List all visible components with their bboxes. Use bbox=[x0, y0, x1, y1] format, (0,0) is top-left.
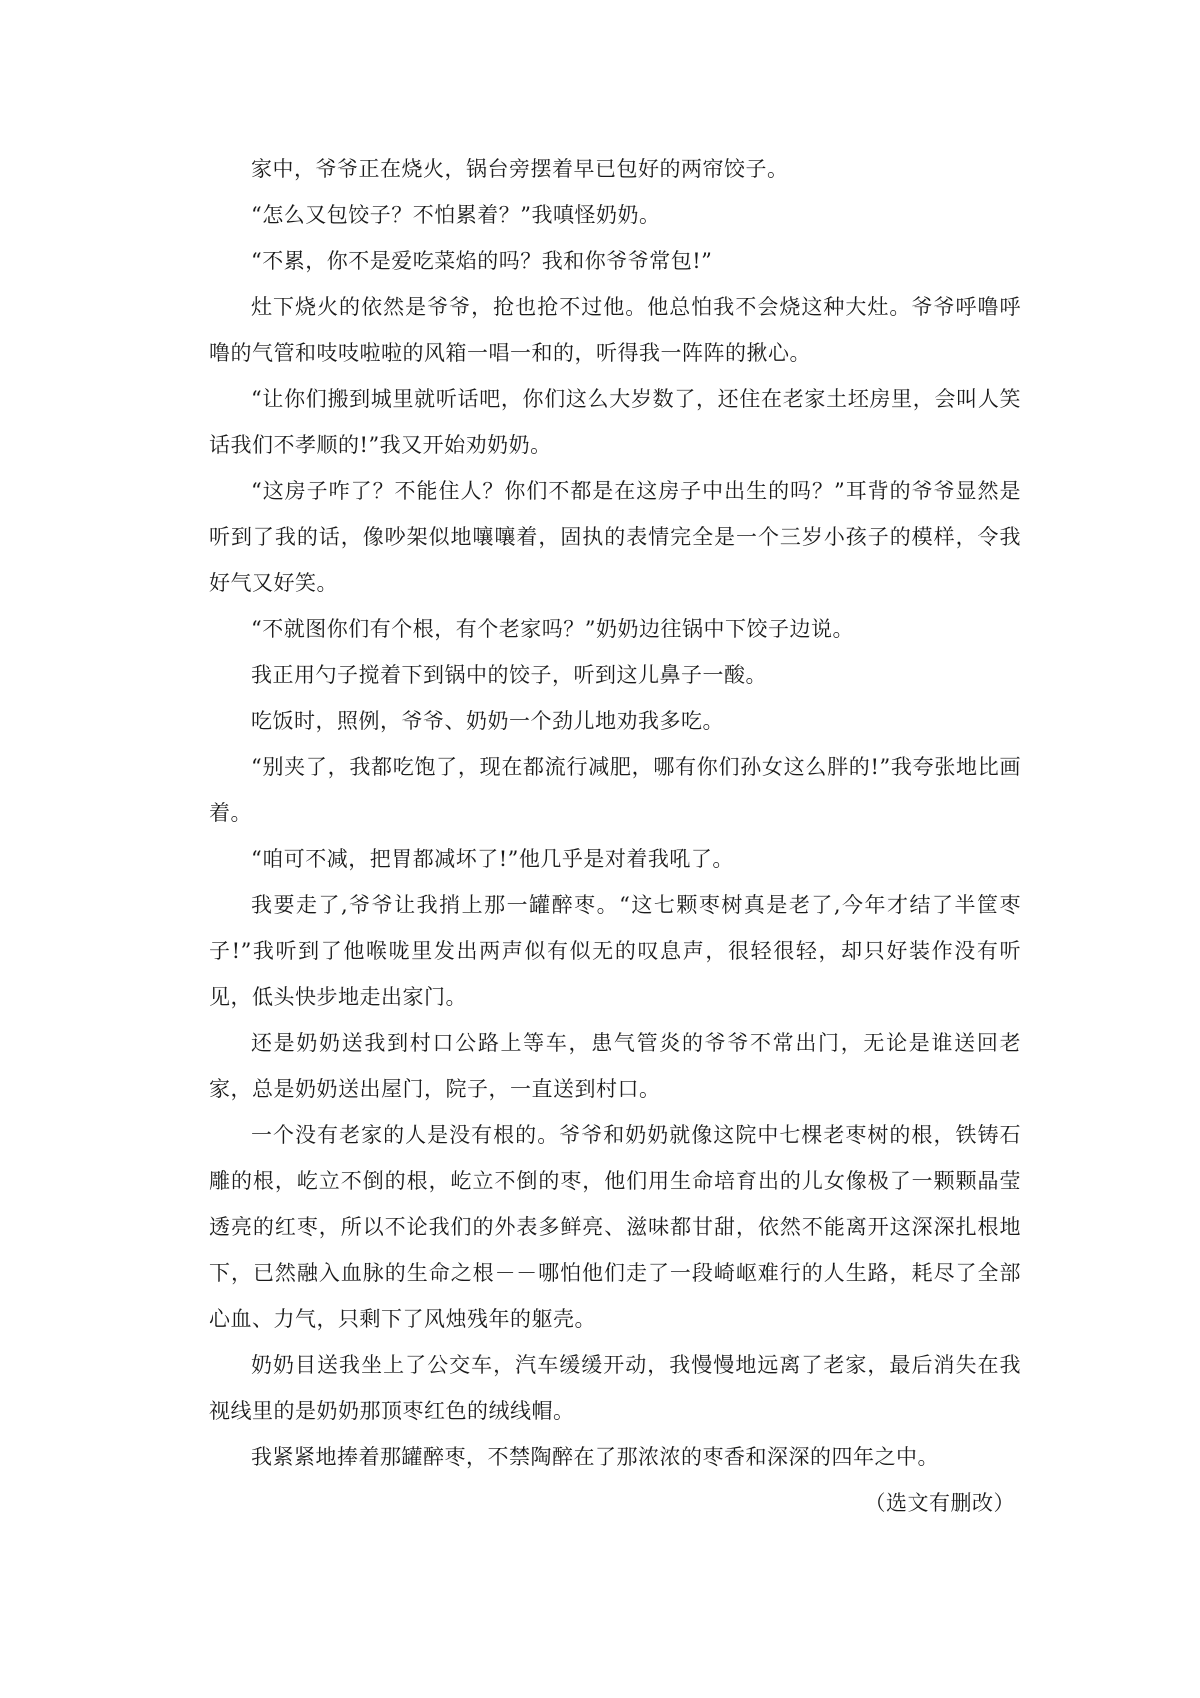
paragraph: “怎么又包饺子？不怕累着？”我嗔怪奶奶。 bbox=[251, 203, 661, 227]
paragraph: “这房子咋了？不能住人？你们不都是在这房子中出生的吗？”耳背的爷爷显然是听到了我的话，像吵架似地嚷嚷着，固执的表情完全是一个三岁小孩子的模样，令我好气又好笑。 bbox=[209, 479, 1021, 595]
paragraph: “不就图你们有个根，有个老家吗？”奶奶边往锅中下饺子边说。 bbox=[251, 617, 854, 641]
paragraph: “咱可不减，把胃都减坏了!”他几乎是对着我吼了。 bbox=[251, 847, 734, 871]
paragraph: 一个没有老家的人是没有根的。爷爷和奶奶就像这院中七棵老枣树的根，铁铸石雕的根，屹立不倒的根，屹立不倒的枣，他们用生命培育出的儿女像极了一颗颗晶莹透亮的红枣，所以不论我们的外表多鲜亮、滋味都甘甜，依然不能离开这深深扎根地下，已然融入血脉的生命之根－－哪怕他们走了一段崎岖难行的人生路，耗尽了全部心血、力气，只剩下了风烛残年的躯壳。 bbox=[209, 1123, 1021, 1331]
paragraph: 我要走了,爷爷让我捎上那一罐醉枣。“这七颗枣树真是老了,今年才结了半筐枣子!”我听到了他喉咙里发出两声似有似无的叹息声，很轻很轻，却只好装作没有听见，低头快步地走出家门。 bbox=[209, 893, 1021, 1009]
paragraph: 灶下烧火的依然是爷爷，抢也抢不过他。他总怕我不会烧这种大灶。爷爷呼噜呼噜的气管和吱吱啦啦的风箱一唱一和的，听得我一阵阵的揪心。 bbox=[209, 295, 1021, 365]
paragraph: “别夹了，我都吃饱了，现在都流行减肥，哪有你们孙女这么胖的!”我夸张地比画着。 bbox=[209, 755, 1021, 825]
article-body bbox=[209, 146, 1021, 1526]
paragraph: 家中，爷爷正在烧火，锅台旁摆着早已包好的两帘饺子。 bbox=[251, 157, 789, 181]
paragraph: “不累，你不是爱吃菜焰的吗？我和你爷爷常包!” bbox=[251, 249, 713, 273]
paragraph: 我正用勺子搅着下到锅中的饺子，听到这儿鼻子一酸。 bbox=[251, 663, 767, 687]
source-note: （选文有删改） bbox=[864, 1491, 1015, 1515]
paragraph: 奶奶目送我坐上了公交车，汽车缓缓开动，我慢慢地远离了老家，最后消失在我视线里的是奶奶那顶枣红色的绒线帽。 bbox=[209, 1353, 1021, 1423]
paragraph: 还是奶奶送我到村口公路上等车，患气管炎的爷爷不常出门，无论是谁送回老家，总是奶奶送出屋门，院子，一直送到村口。 bbox=[209, 1031, 1021, 1101]
paragraph: 吃饭时，照例，爷爷、奶奶一个劲儿地劝我多吃。 bbox=[251, 709, 724, 733]
paragraph: 我紧紧地捧着那罐醉枣，不禁陶醉在了那浓浓的枣香和深深的四年之中。 bbox=[251, 1445, 939, 1469]
paragraph: “让你们搬到城里就听话吧，你们这么大岁数了，还住在老家土坯房里，会叫人笑话我们不孝顺的!”我又开始劝奶奶。 bbox=[209, 387, 1021, 457]
